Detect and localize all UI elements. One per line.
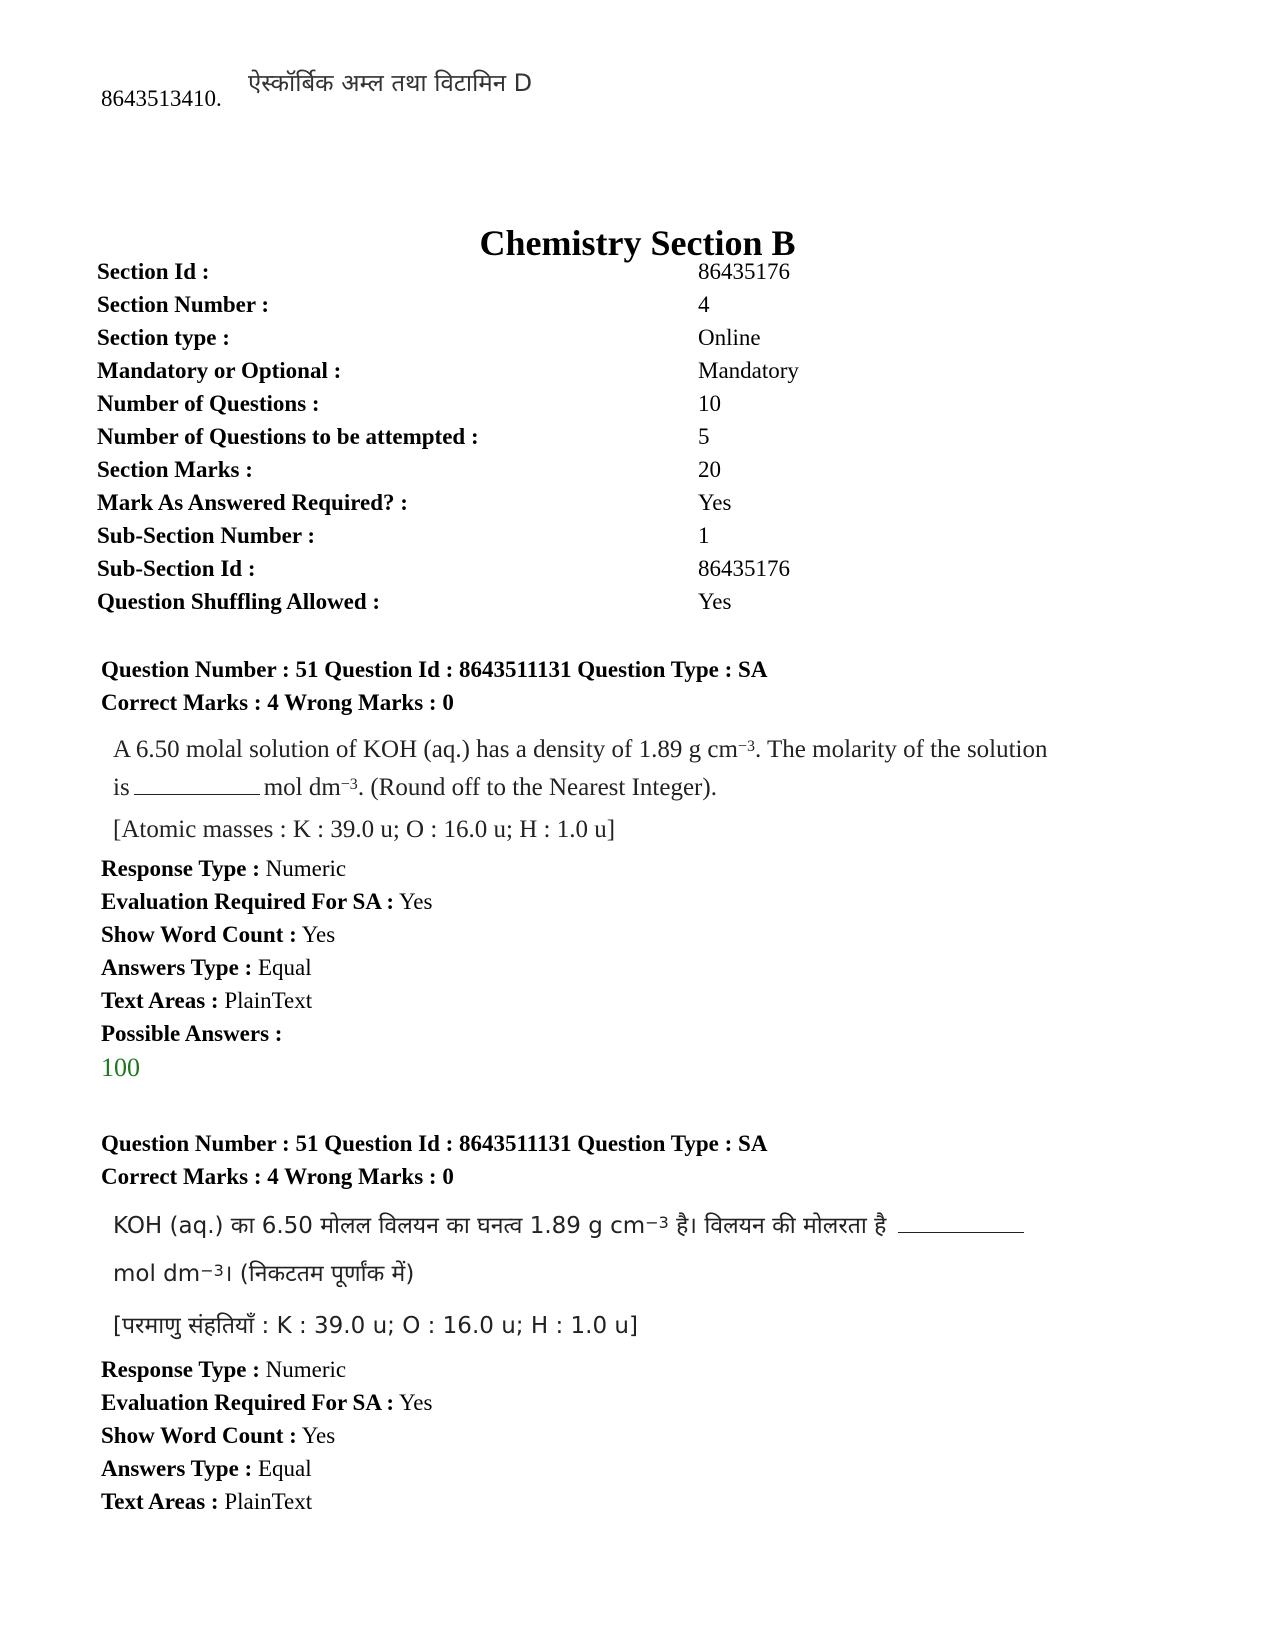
info-row xyxy=(97,420,710,454)
answer-blank xyxy=(898,1210,1024,1233)
meta-value: Yes xyxy=(301,922,336,947)
info-label: Section Number : xyxy=(97,292,270,317)
question-text: mol dm xyxy=(113,1261,201,1287)
meta-value: Yes xyxy=(399,889,433,914)
info-value: 20 xyxy=(698,457,721,482)
meta-label: Answers Type : xyxy=(101,1456,253,1481)
meta-label: Response Type : xyxy=(101,1357,260,1382)
info-value: 1 xyxy=(698,523,710,548)
meta-row xyxy=(101,1017,282,1051)
info-value: Yes xyxy=(698,490,732,515)
question-text-line xyxy=(113,1254,414,1294)
info-value: Yes xyxy=(698,589,732,614)
info-label: Number of Questions to be attempted : xyxy=(97,424,479,449)
atomic-masses-line: [Atomic masses : K : 39.0 u; O : 16.0 u; H : 1.0 u] xyxy=(113,816,616,843)
meta-value: Yes xyxy=(301,1423,336,1448)
question-text: . (Round off to the Nearest Integer). xyxy=(357,774,717,801)
meta-row xyxy=(101,918,335,952)
meta-label: Text Areas : xyxy=(101,988,219,1013)
info-row xyxy=(97,387,721,421)
info-value: 86435176 xyxy=(698,259,790,284)
meta-label: Show Word Count : xyxy=(101,1423,297,1448)
meta-label: Response Type : xyxy=(101,856,260,881)
info-label: Section Id : xyxy=(97,259,210,284)
meta-value: PlainText xyxy=(224,1489,313,1514)
meta-value: Yes xyxy=(399,1390,433,1415)
question-text: । (निकटतम पूर्णांक में) xyxy=(223,1261,415,1287)
meta-value: Numeric xyxy=(265,1357,347,1382)
info-row xyxy=(97,552,790,586)
meta-row xyxy=(101,1386,432,1420)
info-label: Number of Questions : xyxy=(97,391,320,416)
atomic-masses-line: [परमाणु संहतियाँ : K : 39.0 u; O : 16.0 u; H : 1.0 u] xyxy=(113,1313,638,1339)
superscript: −3 xyxy=(737,738,755,755)
possible-answer: 100 xyxy=(101,1053,140,1082)
meta-row xyxy=(101,1419,335,1453)
meta-row xyxy=(101,951,312,985)
info-row xyxy=(97,519,710,553)
meta-label: Answers Type : xyxy=(101,955,253,980)
info-value: Mandatory xyxy=(698,358,799,383)
question-text: mol dm xyxy=(263,774,341,801)
info-row xyxy=(97,321,761,355)
info-value: Online xyxy=(698,325,761,350)
superscript: −3 xyxy=(645,1213,669,1232)
meta-value: PlainText xyxy=(224,988,313,1013)
meta-label: Text Areas : xyxy=(101,1489,219,1514)
info-row xyxy=(97,255,790,289)
answer-blank xyxy=(134,772,260,795)
info-row xyxy=(97,486,732,520)
section-title: Chemistry Section B xyxy=(479,223,796,263)
meta-row xyxy=(101,852,346,886)
question-marks: Correct Marks : 4 Wrong Marks : 0 xyxy=(101,1164,454,1189)
meta-label: Evaluation Required For SA : xyxy=(101,1390,395,1415)
meta-row xyxy=(101,984,312,1018)
meta-label: Possible Answers : xyxy=(101,1021,283,1046)
meta-row xyxy=(101,885,432,919)
info-row xyxy=(97,354,799,388)
info-label: Mark As Answered Required? : xyxy=(97,490,408,515)
question-text-line xyxy=(113,730,1048,770)
info-value: 86435176 xyxy=(698,556,790,581)
question-text-line xyxy=(113,768,717,808)
info-label: Mandatory or Optional : xyxy=(97,358,342,383)
question-text-line xyxy=(113,1206,1028,1246)
question-text: . The molarity of the solution xyxy=(754,736,1048,763)
info-value: 5 xyxy=(698,424,710,449)
meta-label: Show Word Count : xyxy=(101,922,297,947)
question-text: है। विलयन की मोलरता है xyxy=(668,1213,887,1239)
previous-answer-hindi: ऐस्कॉर्बिक अम्ल तथा विटामिन D xyxy=(248,69,533,97)
meta-row xyxy=(101,1452,312,1486)
superscript: −3 xyxy=(200,1261,224,1280)
question-text: A 6.50 molal solution of KOH (aq.) has a density of 1.89 g cm xyxy=(113,736,738,763)
question-text: KOH (aq.) का 6.50 मोलल विलयन का घनत्व 1.89 g cm xyxy=(113,1213,646,1239)
meta-row xyxy=(101,1353,346,1387)
meta-value: Equal xyxy=(257,1456,312,1481)
info-value: 10 xyxy=(698,391,721,416)
question-header: Question Number : 51 Question Id : 8643511131 Question Type : SA xyxy=(101,1131,768,1156)
info-row xyxy=(97,453,721,487)
meta-label: Evaluation Required For SA : xyxy=(101,889,395,914)
info-label: Sub-Section Number : xyxy=(97,523,316,548)
question-marks: Correct Marks : 4 Wrong Marks : 0 xyxy=(101,690,454,715)
meta-row xyxy=(101,1485,312,1519)
info-label: Section Marks : xyxy=(97,457,253,482)
question-text: is xyxy=(113,774,130,801)
previous-question-id: 8643513410. xyxy=(101,86,222,111)
info-row xyxy=(97,585,732,619)
meta-value: Equal xyxy=(257,955,312,980)
info-value: 4 xyxy=(698,292,710,317)
info-label: Question Shuffling Allowed : xyxy=(97,589,381,614)
superscript: −3 xyxy=(340,776,358,793)
question-header: Question Number : 51 Question Id : 8643511131 Question Type : SA xyxy=(101,657,768,682)
meta-value: Numeric xyxy=(265,856,347,881)
info-label: Sub-Section Id : xyxy=(97,556,256,581)
info-label: Section type : xyxy=(97,325,230,350)
info-row xyxy=(97,288,710,322)
